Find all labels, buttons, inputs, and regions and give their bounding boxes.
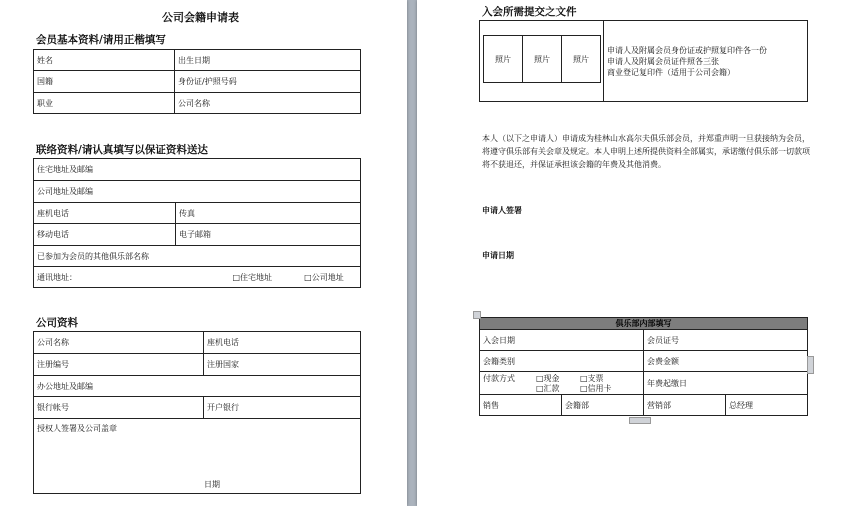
other-clubs-field[interactable]: 已参加为会员的其他俱乐部名称 xyxy=(34,246,361,267)
pay-cash-checkbox[interactable]: □现金 xyxy=(536,374,560,383)
birthdate-field[interactable]: 出生日期 xyxy=(175,50,361,71)
internal-use-table xyxy=(479,317,808,416)
company-info-table xyxy=(33,331,361,494)
id-number-field[interactable]: 身份证/护照号码 xyxy=(175,71,361,93)
internal-use-heading: 俱乐部内部填写 xyxy=(480,318,808,330)
company-name-field[interactable]: 公司名称 xyxy=(34,332,204,354)
signature-date-label: 日期 xyxy=(204,480,220,489)
company-name-field[interactable]: 公司名称 xyxy=(175,93,361,114)
join-date-field[interactable]: 入会日期 xyxy=(480,330,644,351)
company-address-field[interactable]: 公司地址及邮编 xyxy=(34,181,361,203)
general-manager-field[interactable]: 总经理 xyxy=(726,395,808,416)
membership-dept-field[interactable]: 会籍部 xyxy=(562,395,644,416)
photo-cell xyxy=(480,21,604,102)
sales-field[interactable]: 销售 xyxy=(480,395,562,416)
documents-list xyxy=(604,21,808,102)
company-landline-field[interactable]: 座机电话 xyxy=(204,332,361,354)
document-page-1 xyxy=(0,0,407,506)
marketing-dept-field[interactable]: 营销部 xyxy=(644,395,726,416)
member-number-field[interactable]: 会员证号 xyxy=(644,330,808,351)
document-item: 申请人及附属会员身份证或护照复印件各一份 xyxy=(607,45,767,55)
table-resize-handle-right[interactable] xyxy=(807,356,814,374)
documents-table xyxy=(479,20,808,102)
name-field[interactable]: 姓名 xyxy=(34,50,175,71)
payment-method-field xyxy=(480,372,644,395)
pay-transfer-checkbox[interactable]: □汇款 xyxy=(536,384,560,393)
table-move-handle[interactable] xyxy=(473,311,481,319)
applicant-date-label: 申请日期 xyxy=(482,251,514,260)
fee-amount-field[interactable]: 会费金额 xyxy=(644,351,808,372)
mailing-address-options xyxy=(176,267,361,288)
nationality-field[interactable]: 国籍 xyxy=(34,71,175,93)
bank-account-field[interactable]: 银行帐号 xyxy=(34,397,204,419)
occupation-field[interactable]: 职业 xyxy=(34,93,175,114)
photo-slot[interactable]: 照片 xyxy=(562,36,601,83)
mobile-field[interactable]: 移动电话 xyxy=(34,224,176,246)
bank-field[interactable]: 开户银行 xyxy=(204,397,361,419)
company-section-heading: 公司资料 xyxy=(36,317,78,329)
authorized-signature-label: 授权人签署及公司盖章 xyxy=(37,424,117,433)
pay-cheque-checkbox[interactable]: □支票 xyxy=(580,374,604,383)
membership-type-field[interactable]: 会籍类别 xyxy=(480,351,644,372)
photo-grid xyxy=(483,35,601,83)
photo-slot[interactable]: 照片 xyxy=(484,36,523,83)
pay-card-checkbox[interactable]: □信用卡 xyxy=(580,384,612,393)
authorized-signature-box[interactable] xyxy=(34,419,361,494)
member-section-heading: 会员基本资料/请用正楷填写 xyxy=(36,34,166,46)
email-field[interactable]: 电子邮箱 xyxy=(176,224,361,246)
mailing-address-label: 通讯地址： xyxy=(34,267,176,288)
payment-method-label: 付款方式 xyxy=(483,374,515,383)
annual-fee-date-field[interactable]: 年费起缴日 xyxy=(644,372,808,395)
document-item: 商业登记复印件（适用于公司会籍） xyxy=(607,67,735,77)
applicant-signature-label: 申请人签署 xyxy=(482,206,522,215)
fax-field[interactable]: 传真 xyxy=(176,203,361,224)
document-item: 申请人及附属会员证件照各三张 xyxy=(607,56,719,66)
table-resize-handle-bottom[interactable] xyxy=(629,417,651,424)
office-address-field[interactable]: 办公地址及邮编 xyxy=(34,376,361,397)
document-page-2 xyxy=(417,0,853,506)
landline-field[interactable]: 座机电话 xyxy=(34,203,176,224)
registration-country-field[interactable]: 注册国家 xyxy=(204,354,361,376)
form-title: 公司会籍申请表 xyxy=(162,11,239,24)
member-info-table xyxy=(33,49,361,114)
home-address-checkbox[interactable]: □住宅地址 xyxy=(232,272,273,282)
photo-slot[interactable]: 照片 xyxy=(523,36,562,83)
contact-section-heading: 联络资料/请认真填写以保证资料送达 xyxy=(36,144,208,156)
company-address-checkbox[interactable]: □公司地址 xyxy=(304,272,344,282)
registration-number-field[interactable]: 注册编号 xyxy=(34,354,204,376)
home-address-field[interactable]: 住宅地址及邮编 xyxy=(34,159,361,181)
contact-info-table xyxy=(33,158,361,288)
declaration-text: 本人（以下之申请人）申请成为桂林山水高尔夫俱乐部会员，并郑重声明一旦获接纳为会员，将遵守俱乐部有关会章及规定。本人申明上述所提供资料全部属实，承诺缴付俱乐部一切款项将不获退还，并保证承担该会籍的年费及其他消费。 xyxy=(482,134,810,169)
documents-heading: 入会所需提交之文件 xyxy=(482,6,577,18)
